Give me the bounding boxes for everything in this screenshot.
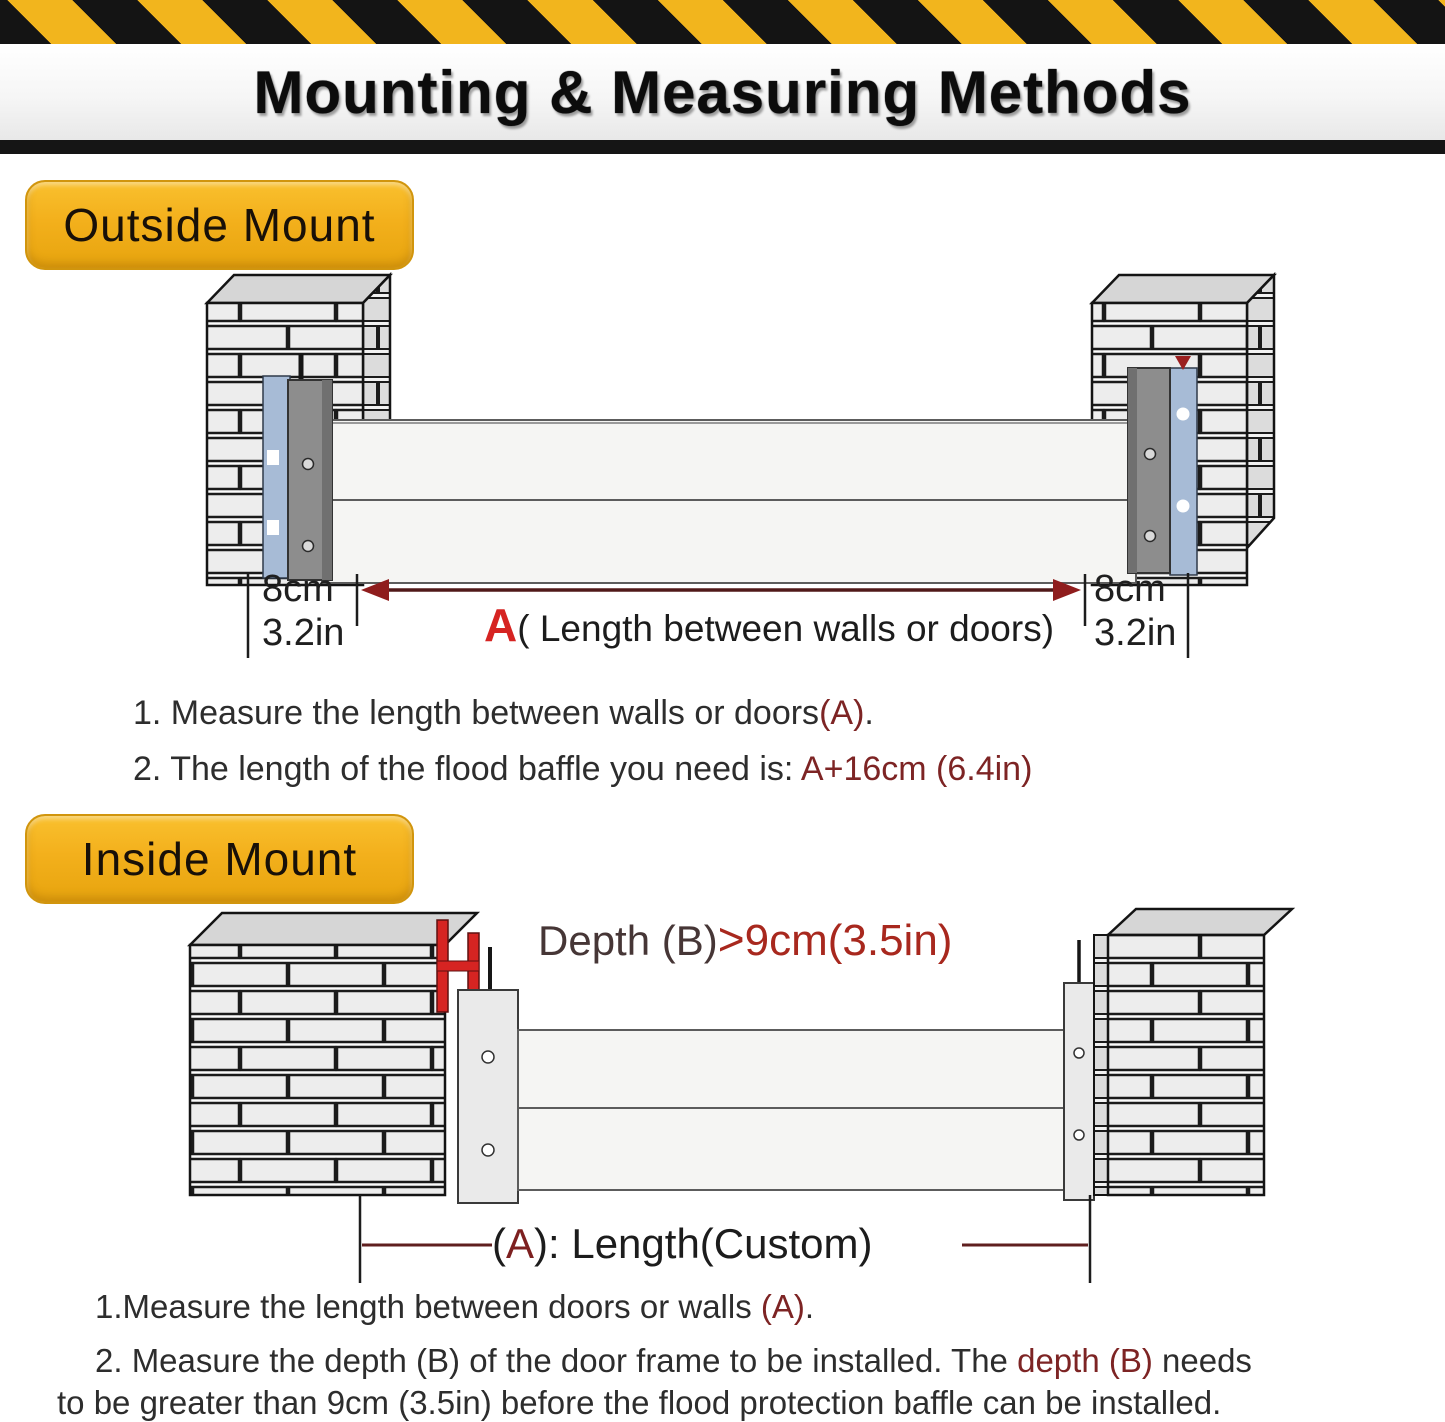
seal-strip-right — [1170, 356, 1197, 575]
flood-barrier-panels — [322, 420, 1136, 583]
screw-hole — [303, 459, 314, 470]
custom-length-label: ( A ): Length(Custom) — [492, 1220, 873, 1267]
header-divider-bar — [0, 140, 1445, 154]
mounting-channel-left — [288, 354, 332, 580]
inside-mount-badge: Inside Mount — [25, 814, 414, 904]
outside-step-2: 2. The length of the flood baffle you need is: A+16cm (6.4in) — [133, 750, 1033, 788]
screw-hole — [482, 1051, 494, 1063]
outside-step-1: 1. Measure the length between walls or doors(A). — [133, 694, 874, 732]
screw-hole — [1074, 1130, 1084, 1140]
mounting-channel-right — [1128, 368, 1170, 573]
right-gap-in: 3.2in — [1094, 612, 1177, 654]
flood-barrier-panels-inside — [518, 1030, 1064, 1190]
length-between-walls-label: A ( Length between walls or doors) — [484, 599, 1055, 651]
inside-step-1: 1.Measure the length between doors or walls (A). — [95, 1288, 815, 1325]
inside-step-2-line-1: 2. Measure the depth (B) of the door frame to be installed. The depth (B) needs — [95, 1342, 1252, 1379]
brick-pillar-right-inside — [1094, 909, 1292, 1195]
greater-than-symbol: > — [717, 913, 745, 965]
seal-strip-left — [263, 376, 290, 578]
brick-pillar-left-inside — [190, 913, 477, 1195]
depth-requirement-label: Depth (B) > 9cm(3.5in) — [538, 913, 953, 965]
left-gap-in: 3.2in — [262, 612, 345, 654]
inside-step-2-line-2: to be greater than 9cm (3.5in) before the flood protection baffle can be installed. — [57, 1384, 1222, 1421]
title-banner — [0, 44, 1445, 140]
length-a-letter: A — [484, 599, 518, 651]
screw-hole — [1145, 531, 1156, 542]
mounting-channel-left-inside — [458, 947, 518, 1203]
mounting-channel-right-inside — [1064, 940, 1094, 1200]
screw-hole — [482, 1144, 494, 1156]
length-a-letter-inside: A — [506, 1220, 535, 1267]
screw-hole — [1145, 449, 1156, 460]
screw-hole — [303, 541, 314, 552]
right-gap-cm: 8cm — [1094, 568, 1166, 610]
screw-hole — [1074, 1048, 1084, 1058]
left-gap-cm: 8cm — [262, 568, 334, 610]
outside-mount-badge: Outside Mount — [25, 180, 414, 270]
page-title: Mounting & Measuring Methods — [253, 58, 1192, 126]
